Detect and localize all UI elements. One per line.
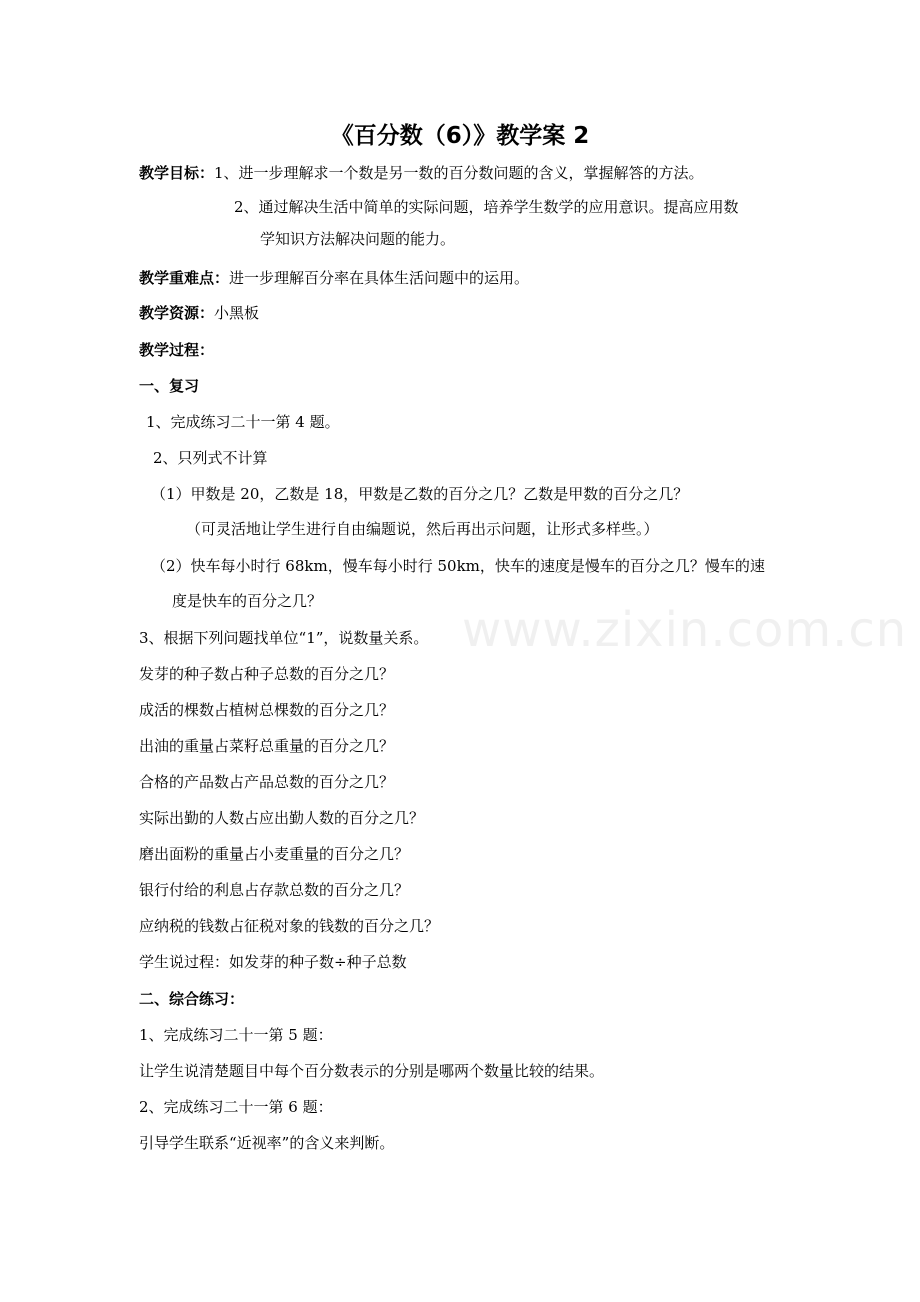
practice-item-2-text: 引导学生联系“近视率”的含义来判断。 — [139, 1134, 395, 1152]
objectives-line-1 — [139, 163, 704, 183]
review-question-2-line-2: 度是快车的百分之几？ — [172, 592, 323, 610]
practice-item-1-text: 让学生说清楚题目中每个百分数表示的分别是哪两个数量比较的结果。 — [139, 1062, 605, 1080]
section-2-heading: 二、综合练习： — [139, 990, 245, 1008]
objective-item-1: 1、进一步理解求一个数是另一数的百分数问题的含义，掌握解答的方法。 — [214, 164, 704, 182]
review-question-1-note: （可灵活地让学生进行自由编题说，然后再出示问题，让形式多样些。） — [186, 520, 659, 538]
objective-item-2-line-1: 2、通过解决生活中简单的实际问题，培养学生数学的应用意识。提高应用数 — [234, 198, 739, 216]
student-process-text: 学生说过程：如发芽的种子数÷种子总数 — [139, 953, 407, 971]
list-item: 合格的产品数占产品总数的百分之几？ — [139, 773, 395, 791]
review-item-1: 1、完成练习二十一第 4 题。 — [146, 413, 340, 431]
objectives-label: 教学目标： — [139, 164, 215, 182]
review-question-2-line-1: （2）快车每小时行 68km，慢车每小时行 50km，快车的速度是慢车的百分之几？慢车的速 — [151, 557, 765, 575]
review-question-1: （1）甲数是 20，乙数是 18，甲数是乙数的百分之几？乙数是甲数的百分之几？ — [151, 485, 689, 503]
page-title: 《百分数（6）》教学案 2 — [330, 123, 590, 149]
watermark: www.zixin.com.cn — [462, 602, 908, 658]
key-points-text: 进一步理解百分率在具体生活问题中的运用。 — [229, 269, 530, 287]
process-label: 教学过程： — [139, 341, 215, 359]
list-item: 发芽的种子数占种子总数的百分之几？ — [139, 665, 395, 683]
resources-label: 教学资源： — [139, 304, 215, 322]
resources-text: 小黑板 — [214, 304, 260, 322]
resources-line — [139, 303, 259, 323]
practice-item-2: 2、完成练习二十一第 6 题： — [139, 1098, 333, 1116]
list-item: 出油的重量占菜籽总重量的百分之几？ — [139, 737, 395, 755]
list-item: 实际出勤的人数占应出勤人数的百分之几？ — [139, 809, 425, 827]
list-item: 成活的棵数占植树总棵数的百分之几？ — [139, 701, 395, 719]
review-item-3: 3、根据下列问题找单位“1”，说数量关系。 — [139, 629, 429, 647]
list-item: 磨出面粉的重量占小麦重量的百分之几？ — [139, 845, 410, 863]
objective-item-2-line-2: 学知识方法解决问题的能力。 — [260, 230, 456, 248]
key-points-line — [139, 268, 529, 288]
practice-item-1: 1、完成练习二十一第 5 题： — [139, 1026, 333, 1044]
review-item-2: 2、只列式不计算 — [153, 449, 268, 467]
section-1-heading: 一、复习 — [139, 377, 200, 395]
list-item: 应纳税的钱数占征税对象的钱数的百分之几？ — [139, 917, 440, 935]
key-points-label: 教学重难点： — [139, 269, 230, 287]
list-item: 银行付给的利息占存款总数的百分之几？ — [139, 881, 410, 899]
